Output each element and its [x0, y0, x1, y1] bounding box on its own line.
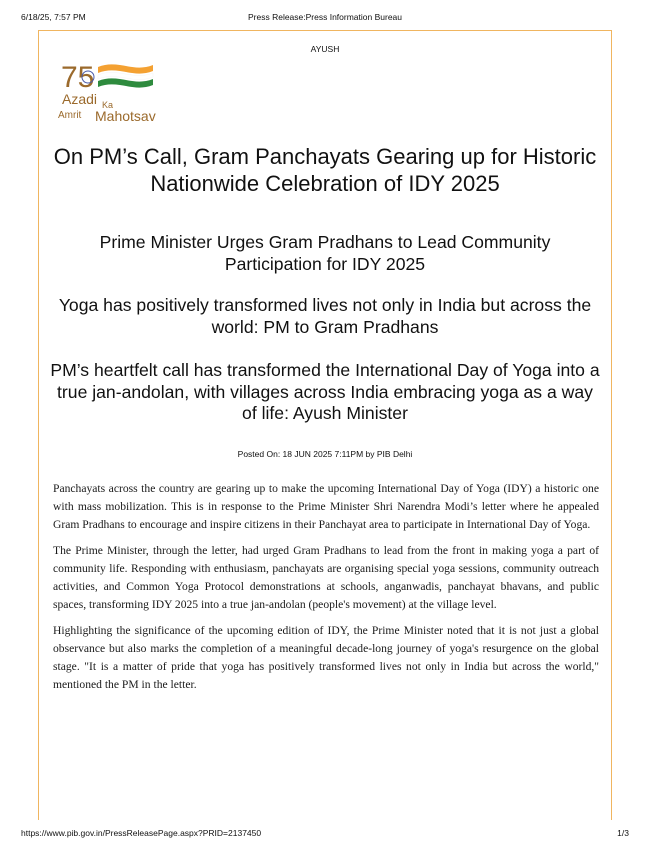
subheading-2: Yoga has positively transformed lives not only in India but across the world: PM to Gram Pradhans [58, 295, 592, 337]
paragraph-3: Highlighting the significance of the upcoming edition of IDY, the Prime Minister noted that it is not just a global observance but also marks the completion of a meaningful decade-long journey of yoga's resurgence on the global stage. "It is a matter of pride that yoga has positively transformed lives not only in India but across the world," mentioned the PM in the letter. [53, 624, 599, 691]
page-number: 1/3 [617, 828, 629, 838]
page-url: https://www.pib.gov.in/PressReleasePage.aspx?PRID=2137450 [21, 828, 262, 838]
flag-green-band [98, 78, 153, 87]
print-header [0, 12, 650, 26]
logo-mahotsav: Mahotsav [95, 108, 156, 124]
logo-amrit: Amrit [58, 110, 82, 121]
subheading-3: PM’s heartfelt call has transformed the International Day of Yoga into a true jan-andolan, with villages across India embracing yoga as a way of life: Ayush Minister [50, 360, 600, 423]
press-release-headline: On PM’s Call, Gram Panchayats Gearing up for Historic Nationwide Celebration of IDY 2025 [53, 144, 597, 196]
ministry-name: AYUSH [310, 44, 340, 54]
print-page-title: Press Release:Press Information Bureau [247, 12, 403, 22]
posted-on-line: Posted On: 18 JUN 2025 7:11PM by PIB Delhi [237, 449, 413, 459]
azadi-ka-amrit-mahotsav-logo [58, 55, 178, 125]
flag-white-band [98, 72, 153, 79]
logo-ka: Ka [102, 100, 114, 110]
print-footer [0, 828, 650, 842]
paragraph-1: Panchayats across the country are gearing up to make the upcoming International Day of Yoga (IDY) a historic one with mass mobilization. This is in response to the Prime Minister Shri Narendra Modi’s letter where he appealed Gram Pradhans to encourage and inspire citizens in their Panchayat area to participate in International Day of Yoga. [53, 482, 599, 531]
subheading-1: Prime Minister Urges Gram Pradhans to Lead Community Participation for IDY 2025 [99, 232, 551, 274]
logo-number: 75 [61, 61, 95, 94]
print-datetime: 6/18/25, 7:57 PM [21, 12, 86, 22]
paragraph-2: The Prime Minister, through the letter, had urged Gram Pradhans to lead from the front in making yoga a part of community life. Responding with enthusiasm, panchayats are organising special yoga sessions, community outreach activities, and Common Yoga Protocol demonstrations at schools, anganwadis, panchayat bhavans, and public spaces, transforming IDY 2025 into a true jan-andolan (people's movement) at the village level. [53, 544, 599, 611]
flag-saffron-band [98, 64, 153, 73]
logo-azadi: Azadi [62, 91, 98, 107]
article-body [53, 480, 599, 702]
